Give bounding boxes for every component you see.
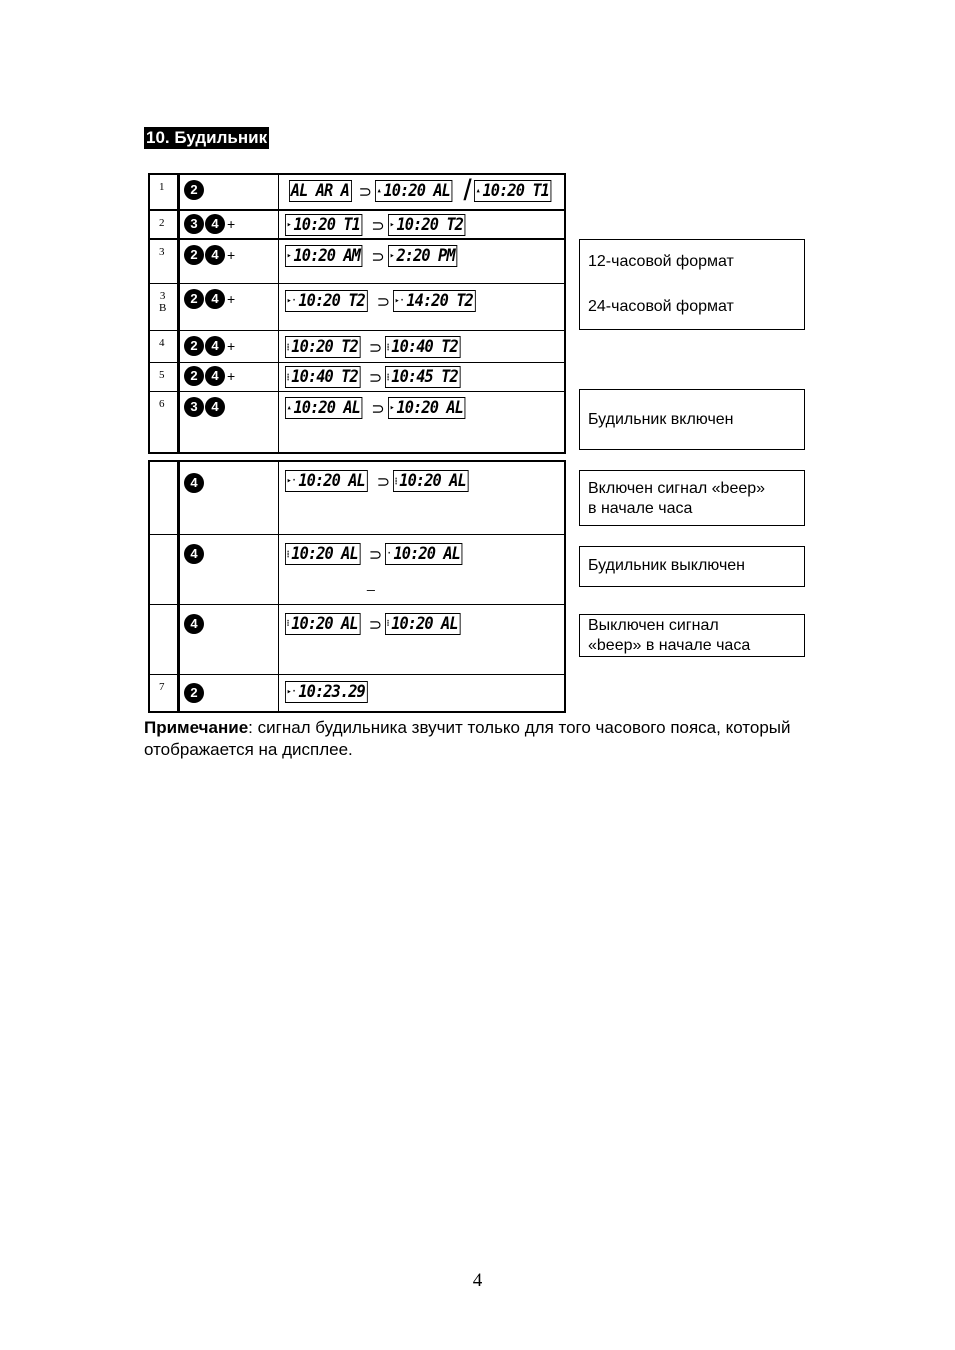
step-number: 4 bbox=[159, 337, 165, 349]
button-4-icon: 4 bbox=[205, 336, 225, 356]
button-2-icon: 2 bbox=[184, 683, 204, 703]
transition-arrow-icon: ⊃ bbox=[368, 544, 383, 564]
lcd-display: ▸ 10:20 AM bbox=[285, 245, 363, 267]
lcd-display: ⁝ 10:20 AL bbox=[285, 613, 360, 635]
format-note bbox=[579, 239, 805, 330]
alarm-on-label: Будильник включен bbox=[588, 411, 734, 428]
alarm-on-note bbox=[579, 389, 805, 450]
table-row bbox=[150, 175, 564, 209]
beep-off-label-line1: Выключен сигнал bbox=[588, 617, 719, 634]
table-row bbox=[150, 391, 564, 453]
lcd-display: ▸· 10:20 T2 bbox=[285, 290, 368, 312]
button-4-icon: 4 bbox=[205, 397, 225, 417]
plus-sign: + bbox=[227, 368, 236, 384]
plus-sign: + bbox=[227, 247, 236, 263]
lcd-display: ▸· 14:20 T2 bbox=[393, 290, 476, 312]
button-4-icon: 4 bbox=[184, 544, 204, 564]
beep-off-label-line2: «beep» в начале часа bbox=[588, 637, 751, 654]
alarm-off-note bbox=[579, 546, 805, 587]
format-12-label: 12-часовой формат bbox=[588, 253, 734, 270]
table-row bbox=[150, 362, 564, 392]
lcd-display: AL AR A bbox=[289, 180, 352, 202]
button-3-icon: 3 bbox=[184, 397, 204, 417]
step-number: 3 bbox=[159, 246, 165, 258]
transition-arrow-icon: ⊃ bbox=[371, 246, 385, 266]
footnote-label: Примечание bbox=[144, 718, 249, 737]
transition-arrow-icon: ⊃ bbox=[368, 614, 383, 634]
lcd-display: ▴ 10:20 AL bbox=[285, 397, 363, 419]
lcd-display: ▸· 10:20 AL bbox=[285, 470, 368, 492]
lcd-display: · 10:20 AL bbox=[385, 543, 463, 565]
table-row bbox=[150, 238, 564, 285]
step-number: 1 bbox=[159, 181, 165, 193]
lcd-display: ⁝ 10:20 AL bbox=[385, 613, 460, 635]
beep-on-label-line1: Включен сигнал «beep» bbox=[588, 480, 766, 497]
transition-arrow-icon: ⊃ bbox=[376, 291, 391, 311]
table-row bbox=[150, 462, 564, 534]
step-number: 2 bbox=[159, 217, 165, 229]
underscore-mark: _ bbox=[367, 575, 375, 591]
footnote-text: : сигнал будильника звучит только для того часового пояса, который отображается на дисплее. bbox=[144, 718, 791, 759]
step-number: 6 bbox=[159, 398, 165, 410]
button-2-icon: 2 bbox=[184, 336, 204, 356]
settings-table bbox=[148, 173, 566, 454]
button-4-icon: 4 bbox=[205, 245, 225, 265]
format-24-label: 24-часовой формат bbox=[588, 298, 734, 315]
beep-on-label-line2: в начале часа bbox=[588, 500, 693, 517]
button-4-icon: 4 bbox=[184, 473, 204, 493]
page-number: 4 bbox=[472, 1270, 483, 1291]
table-row bbox=[150, 534, 564, 605]
lcd-display: ▴ 10:20 T1 bbox=[474, 180, 552, 202]
transition-arrow-icon: ⊃ bbox=[368, 367, 383, 387]
lcd-display: ▸ 2:20 PM bbox=[388, 245, 457, 267]
section-title: 10. Будильник bbox=[146, 128, 268, 147]
step-number: 7 bbox=[159, 681, 165, 693]
lcd-display: ⁞ 10:40 T2 bbox=[385, 336, 461, 358]
table-row bbox=[150, 604, 564, 675]
transition-arrow-icon: ⊃ bbox=[371, 398, 385, 418]
plus-sign: + bbox=[227, 291, 236, 307]
alarm-table bbox=[148, 460, 566, 713]
lcd-display: ⁞ 10:40 T2 bbox=[285, 366, 361, 388]
lcd-display: ▸ 10:20 T2 bbox=[388, 214, 466, 236]
plus-sign: + bbox=[227, 216, 236, 232]
beep-off-note bbox=[579, 614, 805, 657]
button-3-icon: 3 bbox=[184, 214, 204, 234]
footnote bbox=[144, 717, 824, 761]
button-4-icon: 4 bbox=[205, 366, 225, 386]
button-4-icon: 4 bbox=[184, 614, 204, 634]
table-row bbox=[150, 209, 564, 240]
button-2-icon: 2 bbox=[184, 180, 204, 200]
lcd-display: ▴ 10:20 AL bbox=[375, 180, 453, 202]
lcd-display: ⁞ 10:20 AL bbox=[285, 543, 361, 565]
transition-arrow-icon: ⊃ bbox=[376, 471, 391, 491]
table-row bbox=[150, 674, 564, 712]
lcd-display: ⁞ 10:20 AL bbox=[393, 470, 469, 492]
alarm-off-label: Будильник выключен bbox=[588, 557, 746, 574]
step-number: 5 bbox=[159, 369, 165, 381]
beep-on-note bbox=[579, 470, 805, 526]
or-separator: / bbox=[463, 174, 472, 207]
step-number: 3 B bbox=[159, 290, 167, 314]
table-row bbox=[150, 283, 564, 331]
lcd-display: ▸ 10:20 T1 bbox=[285, 214, 363, 236]
button-4-icon: 4 bbox=[205, 289, 225, 309]
lcd-display: ▸· 10:23.29 bbox=[285, 681, 368, 703]
lcd-display: ⁞ 10:45 T2 bbox=[385, 366, 461, 388]
transition-arrow-icon: ⊃ bbox=[358, 181, 373, 201]
button-4-icon: 4 bbox=[205, 214, 225, 234]
table-row bbox=[150, 330, 564, 363]
button-2-icon: 2 bbox=[184, 366, 204, 386]
transition-arrow-icon: ⊃ bbox=[368, 337, 383, 357]
transition-arrow-icon: ⊃ bbox=[371, 215, 385, 235]
lcd-display: ⁞ 10:20 T2 bbox=[285, 336, 361, 358]
lcd-display: ▸ 10:20 AL bbox=[388, 397, 466, 419]
plus-sign: + bbox=[227, 338, 236, 354]
button-2-icon: 2 bbox=[184, 245, 204, 265]
button-2-icon: 2 bbox=[184, 289, 204, 309]
